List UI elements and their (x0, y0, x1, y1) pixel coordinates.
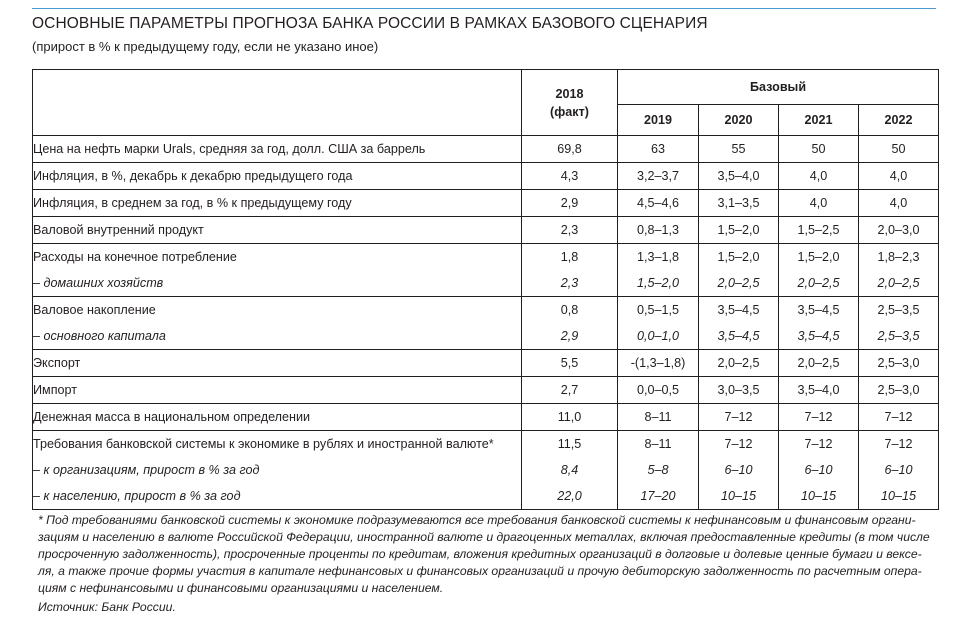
table-row (33, 297, 939, 324)
row-label: – к организациям, прирост в % за год (33, 457, 522, 483)
row-label: – домашних хозяйств (33, 270, 522, 297)
cell-value: 1,5–2,0 (699, 217, 779, 244)
cell-value: 2,0–2,5 (699, 350, 779, 377)
header-year: 2020 (699, 105, 779, 136)
cell-value: 2,0–2,5 (779, 270, 859, 297)
row-label: Денежная масса в национальном определении (33, 404, 522, 431)
cell-value: 8,4 (522, 457, 618, 483)
table-subrow (33, 323, 939, 350)
header-scenario: Базовый (618, 70, 939, 105)
cell-value: 2,9 (522, 323, 618, 350)
row-label: – основного капитала (33, 323, 522, 350)
header-fact-year: 2018 (555, 86, 584, 101)
table-row (33, 350, 939, 377)
cell-value: 55 (699, 136, 779, 163)
header-year: 2021 (779, 105, 859, 136)
header-fact-note: (факт) (550, 104, 589, 119)
cell-value: 4,5–4,6 (618, 190, 699, 217)
cell-value: 1,5–2,5 (779, 217, 859, 244)
cell-value: 50 (779, 136, 859, 163)
cell-value: 7–12 (859, 431, 939, 458)
cell-value: 0,8 (522, 297, 618, 324)
row-label: Валовой внутренний продукт (33, 217, 522, 244)
cell-value: 6–10 (699, 457, 779, 483)
row-label: Инфляция, в %, декабрь к декабрю предыдущего года (33, 163, 522, 190)
cell-value: 7–12 (699, 431, 779, 458)
row-label: Импорт (33, 377, 522, 404)
cell-value: -(1,3–1,8) (618, 350, 699, 377)
cell-value: 2,0–2,5 (699, 270, 779, 297)
table-row (33, 244, 939, 271)
table-subrow (33, 270, 939, 297)
cell-value: 3,5–4,5 (779, 323, 859, 350)
cell-value: 2,0–2,5 (779, 350, 859, 377)
cell-value: 4,0 (859, 163, 939, 190)
cell-value: 4,3 (522, 163, 618, 190)
table-row (33, 190, 939, 217)
cell-value: 10–15 (859, 483, 939, 510)
cell-value: 2,3 (522, 270, 618, 297)
header-year: 2019 (618, 105, 699, 136)
table-row (33, 431, 939, 458)
header-year: 2022 (859, 105, 939, 136)
footnote-line: * Под требованиями банковской системы к экономике подразумеваются все требования банковской системы к нефинансовым и финансовым органи- (38, 513, 916, 527)
cell-value: 7–12 (779, 431, 859, 458)
cell-value: 3,2–3,7 (618, 163, 699, 190)
row-label: – к населению, прирост в % за год (33, 483, 522, 510)
cell-value: 0,0–1,0 (618, 323, 699, 350)
cell-value: 2,0–3,0 (859, 217, 939, 244)
table-subtitle: (прирост в % к предыдущему году, если не указано иное) (32, 39, 379, 54)
cell-value: 2,5–3,5 (859, 297, 939, 324)
forecast-table (32, 69, 939, 510)
cell-value: 1,8 (522, 244, 618, 271)
cell-value: 5–8 (618, 457, 699, 483)
source-note: Источник: Банк России. (38, 600, 176, 614)
cell-value: 8–11 (618, 431, 699, 458)
cell-value: 2,0–2,5 (859, 270, 939, 297)
row-label: Расходы на конечное потребление (33, 244, 522, 271)
cell-value: 4,0 (859, 190, 939, 217)
cell-value: 5,5 (522, 350, 618, 377)
table-row (33, 163, 939, 190)
footnote (38, 512, 938, 597)
table-row (33, 136, 939, 163)
cell-value: 2,5–3,5 (859, 323, 939, 350)
row-label: Цена на нефть марки Urals, средняя за год, долл. США за баррель (33, 136, 522, 163)
cell-value: 17–20 (618, 483, 699, 510)
row-label: Валовое накопление (33, 297, 522, 324)
cell-value: 0,5–1,5 (618, 297, 699, 324)
top-rule (32, 8, 936, 9)
table-subrow (33, 457, 939, 483)
header-label-cell (33, 70, 522, 136)
table-subrow (33, 483, 939, 510)
table-row (33, 217, 939, 244)
cell-value: 6–10 (779, 457, 859, 483)
table-row (33, 377, 939, 404)
footnote-line: циям с нефинансовыми и финансовыми организациями и населением. (38, 581, 444, 595)
table-row (33, 404, 939, 431)
cell-value: 1,8–2,3 (859, 244, 939, 271)
cell-value: 3,5–4,0 (779, 377, 859, 404)
header-fact-cell (522, 70, 618, 136)
cell-value: 7–12 (699, 404, 779, 431)
cell-value: 2,5–3,0 (859, 350, 939, 377)
cell-value: 0,0–0,5 (618, 377, 699, 404)
cell-value: 4,0 (779, 163, 859, 190)
table-title: ОСНОВНЫЕ ПАРАМЕТРЫ ПРОГНОЗА БАНКА РОССИИ В РАМКАХ БАЗОВОГО СЦЕНАРИЯ (32, 15, 708, 32)
cell-value: 69,8 (522, 136, 618, 163)
cell-value: 11,5 (522, 431, 618, 458)
cell-value: 0,8–1,3 (618, 217, 699, 244)
cell-value: 6–10 (859, 457, 939, 483)
cell-value: 2,5–3,0 (859, 377, 939, 404)
footnote-line: ля, а также прочие формы участия в капитале нефинансовых и финансовых организаций и прочую дебиторскую задолженность по расчетным опера- (38, 564, 922, 578)
cell-value: 3,0–3,5 (699, 377, 779, 404)
cell-value: 3,5–4,5 (699, 323, 779, 350)
cell-value: 1,5–2,0 (779, 244, 859, 271)
cell-value: 8–11 (618, 404, 699, 431)
cell-value: 3,1–3,5 (699, 190, 779, 217)
cell-value: 10–15 (699, 483, 779, 510)
cell-value: 7–12 (779, 404, 859, 431)
cell-value: 1,3–1,8 (618, 244, 699, 271)
cell-value: 1,5–2,0 (699, 244, 779, 271)
cell-value: 22,0 (522, 483, 618, 510)
row-label: Инфляция, в среднем за год, в % к предыдущему году (33, 190, 522, 217)
cell-value: 3,5–4,0 (699, 163, 779, 190)
footnote-line: зациям и населению в валюте Российской Федерации, иностранной валюте и драгоценных металлах, включая предоставленные кредиты (в том числе (38, 530, 930, 544)
cell-value: 63 (618, 136, 699, 163)
cell-value: 1,5–2,0 (618, 270, 699, 297)
cell-value: 2,3 (522, 217, 618, 244)
cell-value: 3,5–4,5 (699, 297, 779, 324)
cell-value: 7–12 (859, 404, 939, 431)
header-row-top (33, 70, 939, 105)
cell-value: 10–15 (779, 483, 859, 510)
cell-value: 3,5–4,5 (779, 297, 859, 324)
cell-value: 11,0 (522, 404, 618, 431)
cell-value: 4,0 (779, 190, 859, 217)
cell-value: 2,7 (522, 377, 618, 404)
row-label: Требования банковской системы к экономике в рублях и иностранной валюте* (33, 431, 522, 458)
cell-value: 50 (859, 136, 939, 163)
footnote-line: просроченную задолженность), просроченные проценты по кредитам, вложения кредитных организаций в долговые и долевые ценные бумаги и вексе- (38, 547, 922, 561)
cell-value: 2,9 (522, 190, 618, 217)
row-label: Экспорт (33, 350, 522, 377)
